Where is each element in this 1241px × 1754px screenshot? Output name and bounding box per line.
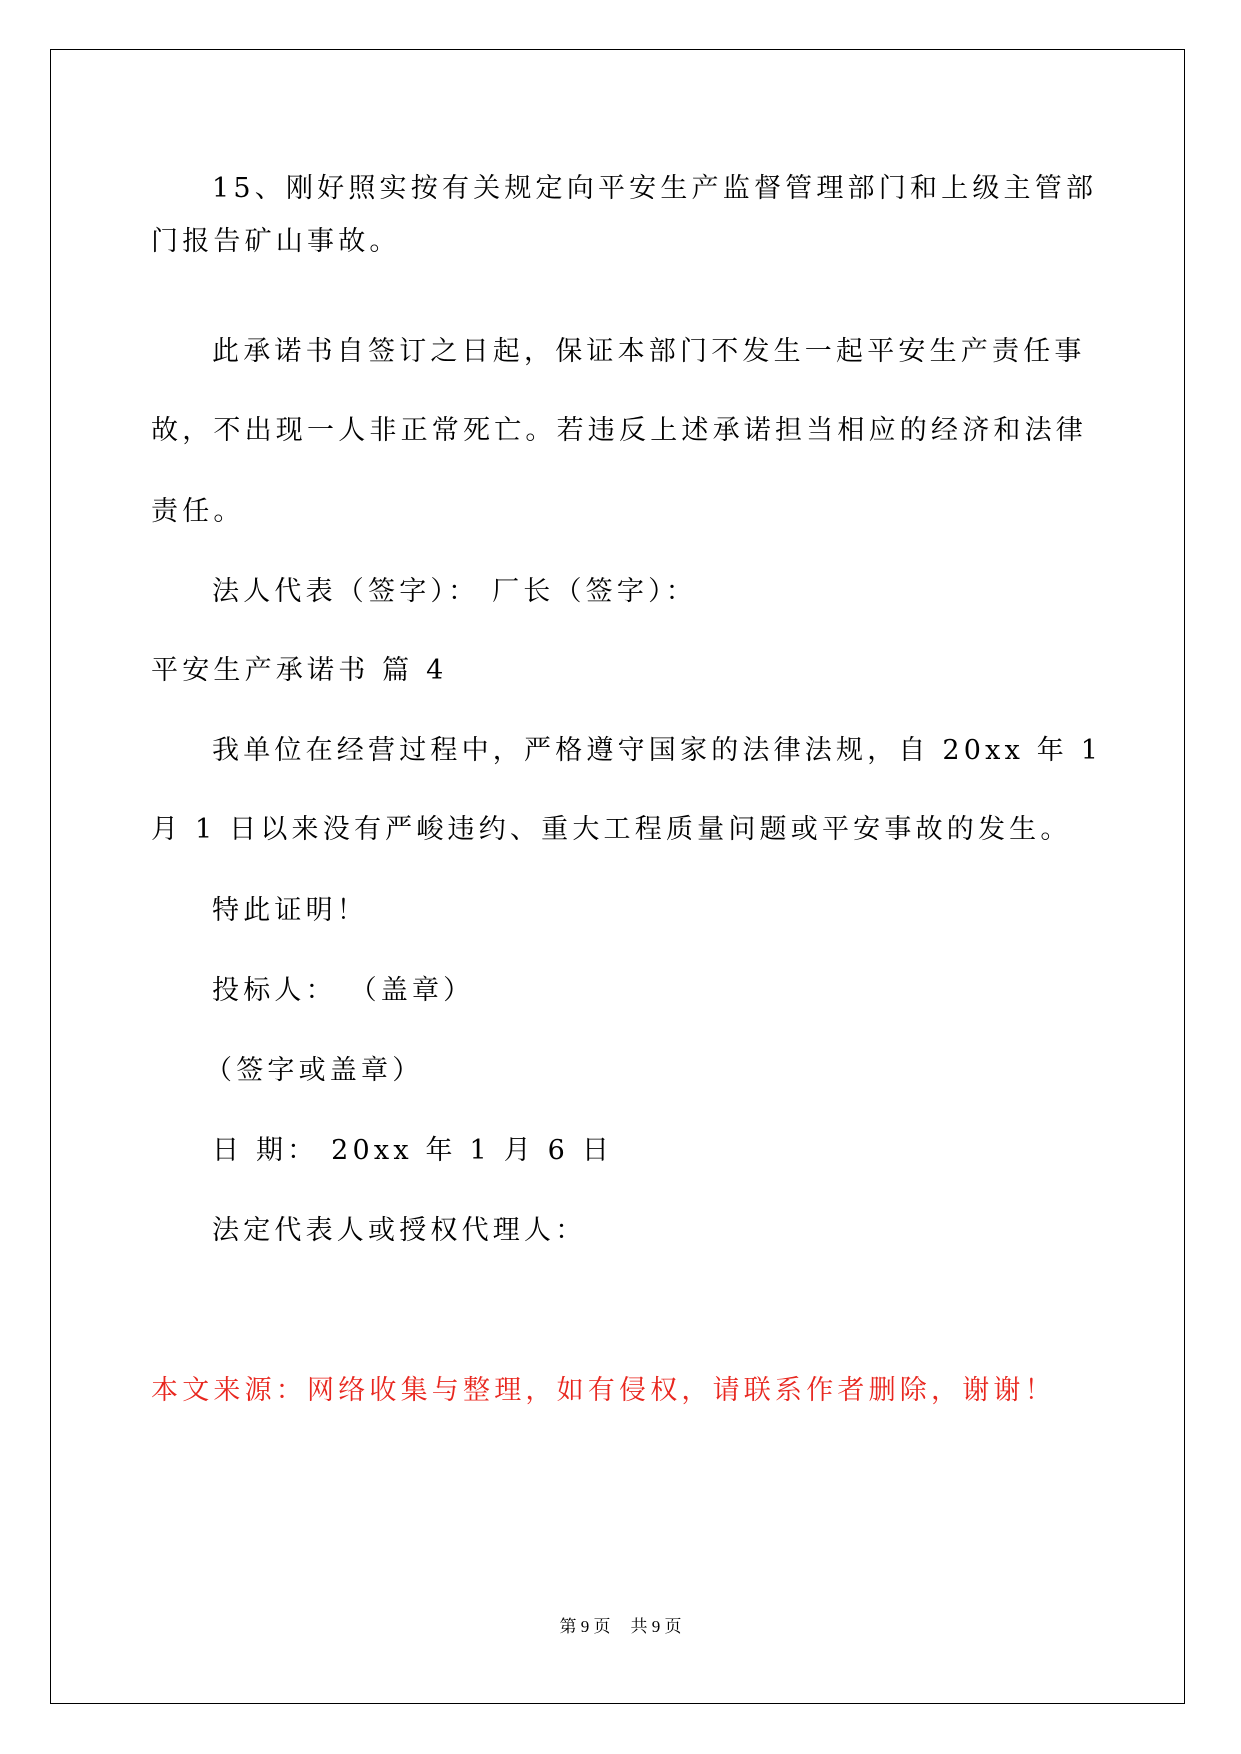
- paragraph-line: 故，不出现一人非正常死亡。若违反上述承诺担当相应的经济和法律: [151, 415, 1087, 446]
- representative-line: 法定代表人或授权代理人：: [212, 1215, 587, 1246]
- paragraph-line: 15、刚好照实按有关规定向平安生产监督管理部门和上级主管部: [212, 173, 1098, 204]
- paragraph-line: 我单位在经营过程中，严格遵守国家的法律法规，自 20xx 年 1: [212, 735, 1103, 766]
- bidder-line: 投标人： （盖章）: [212, 975, 475, 1006]
- section-heading: 平安生产承诺书 篇 4: [151, 655, 448, 686]
- page-number-current: 第 9 页: [559, 1617, 611, 1636]
- paragraph-line: 此承诺书自签订之日起，保证本部门不发生一起平安生产责任事: [212, 336, 1086, 367]
- paragraph-line: 特此证明！: [212, 895, 368, 926]
- paragraph-line: 门报告矿山事故。: [151, 226, 401, 257]
- page-footer: [0, 1615, 1241, 1639]
- seal-line: （签字或盖章）: [205, 1055, 424, 1086]
- date-line: 日 期： 20xx 年 1 月 6 日: [212, 1135, 614, 1166]
- source-note: 本文来源：网络收集与整理，如有侵权，请联系作者删除，谢谢！: [151, 1375, 1056, 1406]
- page-border: [50, 49, 1185, 1704]
- paragraph-line: 月 1 日以来没有严峻违约、重大工程质量问题或平安事故的发生。: [151, 814, 1072, 845]
- signature-line: 法人代表（签字）： 厂长（签字）：: [212, 576, 697, 607]
- page-number-total: 共 9 页: [630, 1617, 682, 1636]
- paragraph-line: 责任。: [151, 496, 245, 527]
